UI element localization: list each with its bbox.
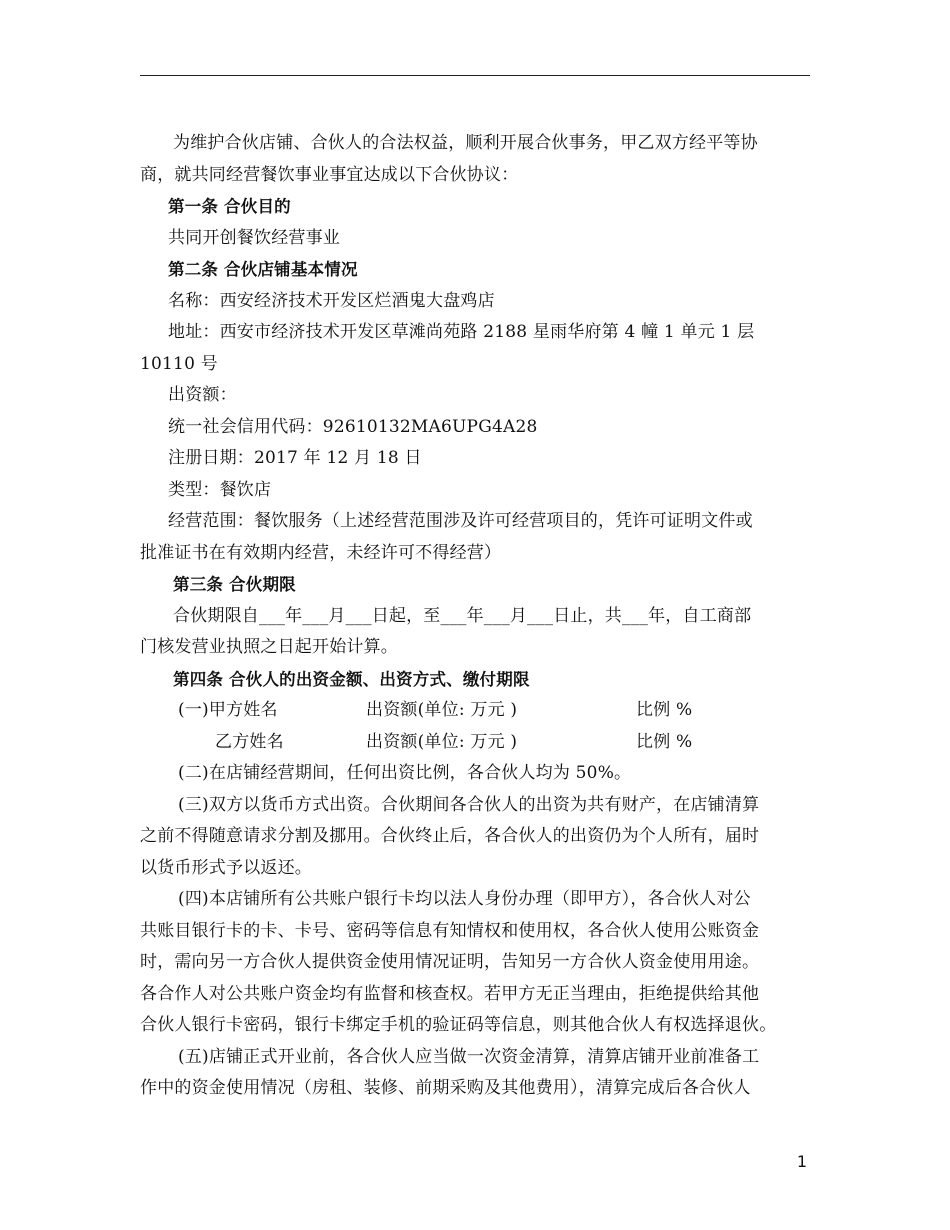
clause-3-line-2: 之前不得随意请求分割及挪用。合伙终止后，各合伙人的出资仍为个人所有，届时 — [140, 826, 760, 846]
article-3-heading: 第三条 合伙期限 — [173, 575, 296, 594]
shop-scope-line-1: 经营范围：餐饮服务（上述经营范围涉及许可经营项目的，凭许可证明文件或 — [168, 511, 753, 531]
clause-4-line-2: 共账目银行卡的卡、卡号、密码等信息有知情权和使用权，各合伙人使用公账资金 — [140, 920, 760, 941]
shop-address-line-2: 10110 号 — [140, 353, 218, 374]
shop-name: 名称：西安经济技术开发区烂酒鬼大盘鸡店 — [168, 290, 495, 311]
shop-address-line-1: 地址：西安市经济技术开发区草滩尚苑路 2188 星雨华府第 4 幢 1 单元 1 层 — [168, 322, 755, 342]
clause-2: (二)在店铺经营期间，任何出资比例，各合伙人均为 50%。 — [178, 763, 632, 783]
header-rule — [140, 75, 810, 76]
partner-b-name: 乙方姓名 — [215, 731, 284, 752]
clause-4-line-5: 合伙人银行卡密码，银行卡绑定手机的验证码等信息，则其他合伙人有权选择退伙。 — [140, 1015, 777, 1035]
clause-4-line-4: 各合作人对公共账户资金均有监督和核查权。若甲方无正当理由，拒绝提供给其他 — [140, 983, 760, 1004]
partner-b-ratio: 比例 % — [636, 731, 693, 752]
clause-3-line-1: (三)双方以货币方式出资。合伙期间各合伙人的出资为共有财产，在店铺清算 — [178, 794, 760, 815]
article-4-heading: 第四条 合伙人的出资金额、出资方式、缴付期限 — [173, 669, 530, 689]
clause-5-line-2: 作中的资金使用情况（房租、装修、前期采购及其他费用），清算完成后各合伙人 — [140, 1078, 751, 1098]
intro-line-1: 为维护合伙店铺、合伙人的合法权益，顺利开展合伙事务，甲乙双方经平等协 — [173, 133, 758, 153]
shop-registration-date: 注册日期：2017 年 12 月 18 日 — [168, 448, 422, 468]
shop-capital: 出资额： — [168, 385, 237, 405]
clause-4-line-1: (四)本店铺所有公共账户银行卡均以法人身份办理（即甲方），各合伙人对公 — [178, 889, 751, 909]
clause-5-line-1: (五)店铺正式开业前，各合伙人应当做一次资金清算，清算店铺开业前准备工 — [178, 1046, 760, 1067]
partner-row-b — [140, 727, 812, 759]
article-1-heading: 第一条 合伙目的 — [168, 197, 291, 216]
article-3-line-2: 门核发营业执照之日起开始计算。 — [140, 637, 398, 657]
article-1-text: 共同开创餐饮经营事业 — [168, 227, 340, 248]
shop-type: 类型：餐饮店 — [168, 479, 272, 500]
document-body — [140, 128, 812, 1105]
clause-4-line-3: 时，需向另一方合伙人提供资金使用情况证明，告知另一方合伙人资金使用用途。 — [140, 952, 760, 972]
intro-line-2: 商，就共同经营餐饮事业事宜达成以下合伙协议： — [140, 164, 519, 185]
article-2-heading: 第二条 合伙店铺基本情况 — [168, 260, 358, 279]
partner-a-amount: 出资额(单位: 万元 ) — [366, 700, 518, 720]
article-3-line-1: 合伙期限自___年___月___日起，至___年___月___日止，共___年，自工商部 — [173, 605, 752, 626]
page-number: 1 — [796, 1152, 807, 1171]
shop-scope-line-2: 批准证书在有效期内经营，未经许可不得经营） — [140, 542, 502, 563]
shop-credit-code: 统一社会信用代码：92610132MA6UPG4A28 — [168, 416, 538, 437]
partner-a-ratio: 比例 % — [636, 700, 693, 720]
partner-row-a — [140, 695, 812, 727]
clause-3-line-3: 以货币形式予以返还。 — [140, 857, 312, 878]
partner-b-amount: 出资额(单位: 万元 ) — [366, 731, 518, 752]
partner-a-name: (一)甲方姓名 — [178, 700, 278, 720]
